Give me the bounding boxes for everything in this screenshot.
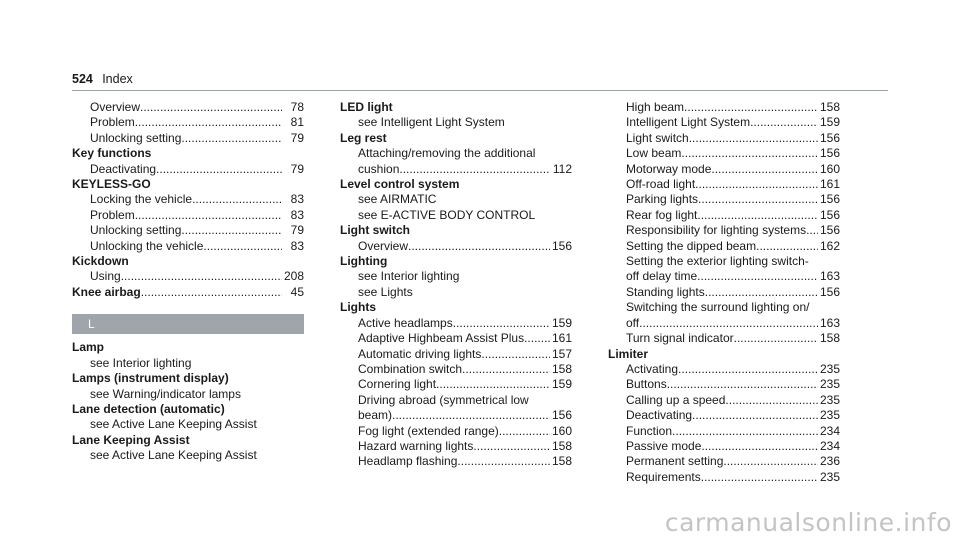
index-entries-l — [72, 340, 304, 463]
entry-label: see Active Lane Keeping Assist — [90, 448, 257, 463]
dot-leader — [672, 424, 818, 439]
entry-label: see AIRMATIC — [358, 192, 437, 207]
dot-leader — [705, 285, 818, 300]
index-main-entry — [72, 402, 304, 417]
dot-leader — [462, 362, 550, 377]
entry-label: Cornering light — [358, 377, 437, 392]
entry-label: see Interior lighting — [358, 269, 460, 284]
dot-leader — [681, 146, 818, 161]
entry-label: cushion — [358, 161, 400, 176]
entry-label: Problem — [90, 207, 135, 222]
page-reference: 163 — [819, 315, 840, 330]
page-title: Index — [102, 72, 133, 86]
section-letter: L — [88, 317, 95, 332]
entry-label: Light switch — [340, 223, 410, 238]
entry-label: Intelligent Light System — [626, 115, 751, 130]
dot-leader — [524, 331, 550, 346]
entry-label: KEYLESS-GO — [72, 177, 151, 192]
index-sub-entry — [608, 331, 840, 346]
page-reference: 162 — [819, 238, 840, 253]
dot-leader — [684, 100, 818, 115]
index-sub-entry — [608, 454, 840, 469]
entry-label: Limiter — [608, 346, 649, 361]
entry-label: Light switch — [626, 130, 689, 145]
dot-leader — [697, 269, 818, 284]
index-sub-entry — [608, 393, 840, 408]
dot-leader — [135, 115, 282, 130]
page-reference: 83 — [290, 192, 304, 207]
dot-leader — [481, 347, 550, 362]
entry-label: Requirements — [626, 469, 701, 484]
page-reference: 79 — [290, 223, 304, 238]
index-see-reference — [340, 208, 572, 223]
index-see-reference — [340, 192, 572, 207]
dot-leader — [399, 162, 550, 177]
entry-label: Function — [626, 423, 673, 438]
entry-label: off delay time — [626, 269, 698, 284]
entry-label: see Interior lighting — [90, 355, 192, 370]
index-sub-entry — [608, 470, 840, 485]
entry-label: Rear fog light — [626, 207, 698, 222]
index-see-reference — [72, 417, 304, 432]
entry-label: Driving abroad (symmetrical low — [358, 392, 529, 407]
index-sub-entry — [608, 424, 840, 439]
index-sub-entry — [608, 362, 840, 377]
page-reference: 235 — [819, 392, 840, 407]
index-main-entry — [340, 223, 572, 238]
dot-leader — [457, 454, 550, 469]
index-sub-entry — [608, 146, 840, 161]
index-see-reference — [340, 393, 572, 408]
index-sub-entry — [608, 269, 840, 284]
page-reference: 161 — [551, 331, 572, 346]
dot-leader — [667, 377, 818, 392]
index-see-reference — [340, 269, 572, 284]
index-sub-entry — [72, 239, 304, 254]
index-sub-entry — [608, 208, 840, 223]
index-sub-entry — [72, 192, 304, 207]
entry-label: Level control system — [340, 177, 460, 192]
page-reference: 234 — [819, 423, 840, 438]
dot-leader — [203, 239, 282, 254]
entry-label: Activating — [626, 361, 679, 376]
index-see-reference — [608, 254, 840, 269]
dot-leader — [639, 316, 818, 331]
entry-label: Deactivating — [626, 408, 693, 423]
page-reference: 158 — [551, 438, 572, 453]
index-sub-entry — [608, 162, 840, 177]
page-reference: 235 — [819, 469, 840, 484]
entry-label: LED light — [340, 100, 393, 114]
entry-label: Overview — [90, 100, 141, 114]
dot-leader — [756, 239, 818, 254]
index-sub-entry — [340, 316, 572, 331]
dot-leader — [473, 439, 550, 454]
entry-label: Parking lights — [626, 192, 699, 207]
entry-label: Kickdown — [72, 254, 129, 269]
entry-label: Lamps (instrument display) — [72, 371, 229, 386]
index-see-reference — [72, 448, 304, 463]
index-sub-entry — [340, 347, 572, 362]
entry-label: Unlocking setting — [90, 130, 182, 145]
entry-label: Lamp — [72, 340, 105, 355]
entry-label: Unlocking setting — [90, 223, 182, 238]
index-sub-entry — [608, 408, 840, 423]
index-sub-entry — [72, 223, 304, 238]
watermark: carmanualsonline.info — [664, 507, 952, 537]
dot-leader — [701, 470, 818, 485]
dot-leader — [750, 115, 818, 130]
index-see-reference — [340, 146, 572, 161]
page-reference: 156 — [819, 207, 840, 222]
dot-leader — [734, 331, 818, 346]
index-sub-entry — [72, 269, 304, 284]
page-reference: 78 — [290, 100, 304, 114]
entry-label: Lights — [340, 300, 376, 315]
index-main-entry — [72, 177, 304, 192]
entry-label: see Lights — [358, 284, 413, 299]
entry-label: Permanent setting — [626, 454, 724, 469]
index-sub-entry — [340, 439, 572, 454]
dot-leader — [697, 208, 818, 223]
entry-label: Buttons — [626, 377, 667, 392]
dot-leader — [678, 362, 818, 377]
dot-leader — [711, 162, 818, 177]
index-sub-entry — [340, 162, 572, 177]
page-reference: 156 — [819, 223, 840, 238]
entry-label: Headlamp flashing — [358, 454, 458, 469]
entry-label: Leg rest — [340, 130, 387, 145]
page-number: 524 — [72, 72, 93, 86]
index-sub-entry — [608, 177, 840, 192]
index-main-entry — [340, 177, 572, 192]
page-reference: 160 — [551, 423, 572, 438]
entry-label: see Intelligent Light System — [358, 115, 505, 130]
page-reference: 83 — [290, 238, 304, 253]
index-main-entry — [72, 254, 304, 269]
page-reference: 156 — [819, 192, 840, 207]
dot-leader — [192, 192, 282, 207]
dot-leader — [392, 408, 550, 423]
page-reference: 158 — [819, 100, 840, 114]
index-main-entry — [340, 100, 572, 115]
dot-leader — [499, 424, 550, 439]
entry-label: Responsibility for lighting systems — [626, 223, 807, 238]
dot-leader — [806, 223, 818, 238]
index-main-entry — [340, 254, 572, 269]
dot-leader — [692, 408, 818, 423]
entry-label: Overview — [358, 238, 409, 253]
entry-label: Lane Keeping Assist — [72, 432, 190, 447]
entry-label: Hazard warning lights — [358, 438, 474, 453]
page-reference: 159 — [551, 315, 572, 330]
entry-label: see Warning/indicator lamps — [90, 386, 241, 401]
entry-label: Setting the exterior lighting switch- — [626, 254, 809, 269]
index-column-2 — [340, 100, 572, 470]
index-sub-entry — [608, 439, 840, 454]
index-sub-entry — [340, 239, 572, 254]
index-sub-entry — [340, 408, 572, 423]
index-sub-entry — [72, 208, 304, 223]
index-sub-entry — [340, 424, 572, 439]
entry-label: Key functions — [72, 146, 152, 161]
index-sub-entry — [72, 100, 304, 115]
entry-label: High beam — [626, 100, 685, 114]
entry-label: Standing lights — [626, 284, 705, 299]
page-reference: 235 — [819, 361, 840, 376]
index-see-reference — [72, 356, 304, 371]
index-sub-entry — [608, 239, 840, 254]
page-reference: 208 — [283, 269, 304, 284]
page-reference: 156 — [551, 238, 572, 253]
page-reference: 161 — [819, 177, 840, 192]
page-reference: 159 — [819, 115, 840, 130]
entry-label: Off-road light — [626, 177, 696, 192]
index-sub-entry — [608, 316, 840, 331]
entry-label: off — [626, 315, 640, 330]
dot-leader — [436, 377, 550, 392]
index-sub-entry — [340, 362, 572, 377]
index-main-entry — [72, 285, 304, 300]
page-reference: 158 — [819, 331, 840, 346]
dot-leader — [408, 239, 550, 254]
dot-leader — [181, 223, 282, 238]
index-sub-entry — [340, 377, 572, 392]
page-reference: 158 — [551, 454, 572, 469]
entry-label: Deactivating — [90, 161, 157, 176]
entry-label: Lane detection (automatic) — [72, 401, 225, 416]
entry-label: Switching the surround lighting on/ — [626, 300, 810, 315]
index-sub-entry — [340, 331, 572, 346]
entry-label: Active headlamps — [358, 315, 453, 330]
entry-label: Unlocking the vehicle — [90, 238, 204, 253]
entry-label: Low beam — [626, 146, 682, 161]
page-reference: 235 — [819, 377, 840, 392]
dot-leader — [140, 100, 282, 115]
entry-label: Motorway mode — [626, 161, 712, 176]
page-reference: 79 — [290, 130, 304, 145]
dot-leader — [135, 208, 282, 223]
entry-label: Locking the vehicle — [90, 192, 193, 207]
index-main-entry — [608, 347, 840, 362]
dot-leader — [453, 316, 550, 331]
index-sub-entry — [608, 192, 840, 207]
entry-label: see Active Lane Keeping Assist — [90, 417, 257, 432]
entry-label: Calling up a speed — [626, 392, 726, 407]
index-sub-entry — [608, 115, 840, 130]
index-sub-entry — [72, 131, 304, 146]
index-see-reference — [340, 115, 572, 130]
dot-leader — [695, 177, 818, 192]
index-sub-entry — [608, 100, 840, 115]
entry-label: Combination switch — [358, 361, 463, 376]
dot-leader — [701, 439, 818, 454]
page-reference: 83 — [290, 207, 304, 222]
index-sub-entry — [608, 285, 840, 300]
index-main-entry — [72, 433, 304, 448]
index-sub-entry — [72, 115, 304, 130]
index-main-entry — [72, 340, 304, 355]
page-reference: 157 — [551, 346, 572, 361]
index-see-reference — [72, 387, 304, 402]
index-entries-k — [72, 100, 304, 300]
index-sub-entry — [608, 131, 840, 146]
entry-label: Using — [90, 269, 121, 284]
dot-leader — [156, 162, 282, 177]
page-header — [72, 72, 133, 88]
dot-leader — [698, 192, 818, 207]
dot-leader — [725, 393, 818, 408]
page-reference: 81 — [290, 115, 304, 130]
section-gap — [72, 300, 304, 312]
page-reference: 156 — [551, 408, 572, 423]
dot-leader — [141, 285, 282, 300]
index-main-entry — [72, 146, 304, 161]
entry-label: Turn signal indicator — [626, 331, 734, 346]
entry-label: Setting the dipped beam — [626, 238, 757, 253]
index-sub-entry — [340, 454, 572, 469]
entry-label: Knee airbag — [72, 284, 141, 299]
index-main-entry — [340, 131, 572, 146]
entry-label: Fog light (extended range) — [358, 423, 499, 438]
page-reference: 79 — [290, 161, 304, 176]
entry-label: see E-ACTIVE BODY CONTROL — [358, 207, 536, 222]
dot-leader — [689, 131, 818, 146]
index-main-entry — [340, 300, 572, 315]
entry-label: Automatic driving lights — [358, 346, 482, 361]
index-sub-entry — [72, 162, 304, 177]
dot-leader — [121, 269, 282, 284]
page-reference: 235 — [819, 408, 840, 423]
page-reference: 156 — [819, 130, 840, 145]
entry-label: Lighting — [340, 254, 388, 269]
page-reference: 156 — [819, 146, 840, 161]
dot-leader — [181, 131, 282, 146]
index-sub-entry — [608, 223, 840, 238]
page-reference: 156 — [819, 284, 840, 299]
header-divider — [72, 90, 888, 91]
dot-leader — [723, 454, 818, 469]
index-column-3 — [608, 100, 840, 485]
page-reference: 160 — [819, 161, 840, 176]
section-letter-bar — [72, 314, 304, 334]
entry-label: Adaptive Highbeam Assist Plus — [358, 331, 525, 346]
page-reference: 159 — [551, 377, 572, 392]
page-reference: 45 — [290, 284, 304, 299]
index-see-reference — [608, 300, 840, 315]
entry-label: Problem — [90, 115, 135, 130]
page-reference: 112 — [552, 161, 572, 176]
index-column-1 — [72, 100, 304, 464]
index-main-entry — [72, 371, 304, 386]
index-sub-entry — [608, 377, 840, 392]
page-reference: 163 — [819, 269, 840, 284]
page-reference: 236 — [819, 454, 840, 469]
entry-label: Passive mode — [626, 438, 702, 453]
entry-label: beam) — [358, 408, 393, 423]
index-see-reference — [340, 285, 572, 300]
entry-label: Attaching/removing the additional — [358, 146, 536, 161]
page-reference: 158 — [551, 361, 572, 376]
page-reference: 234 — [819, 438, 840, 453]
